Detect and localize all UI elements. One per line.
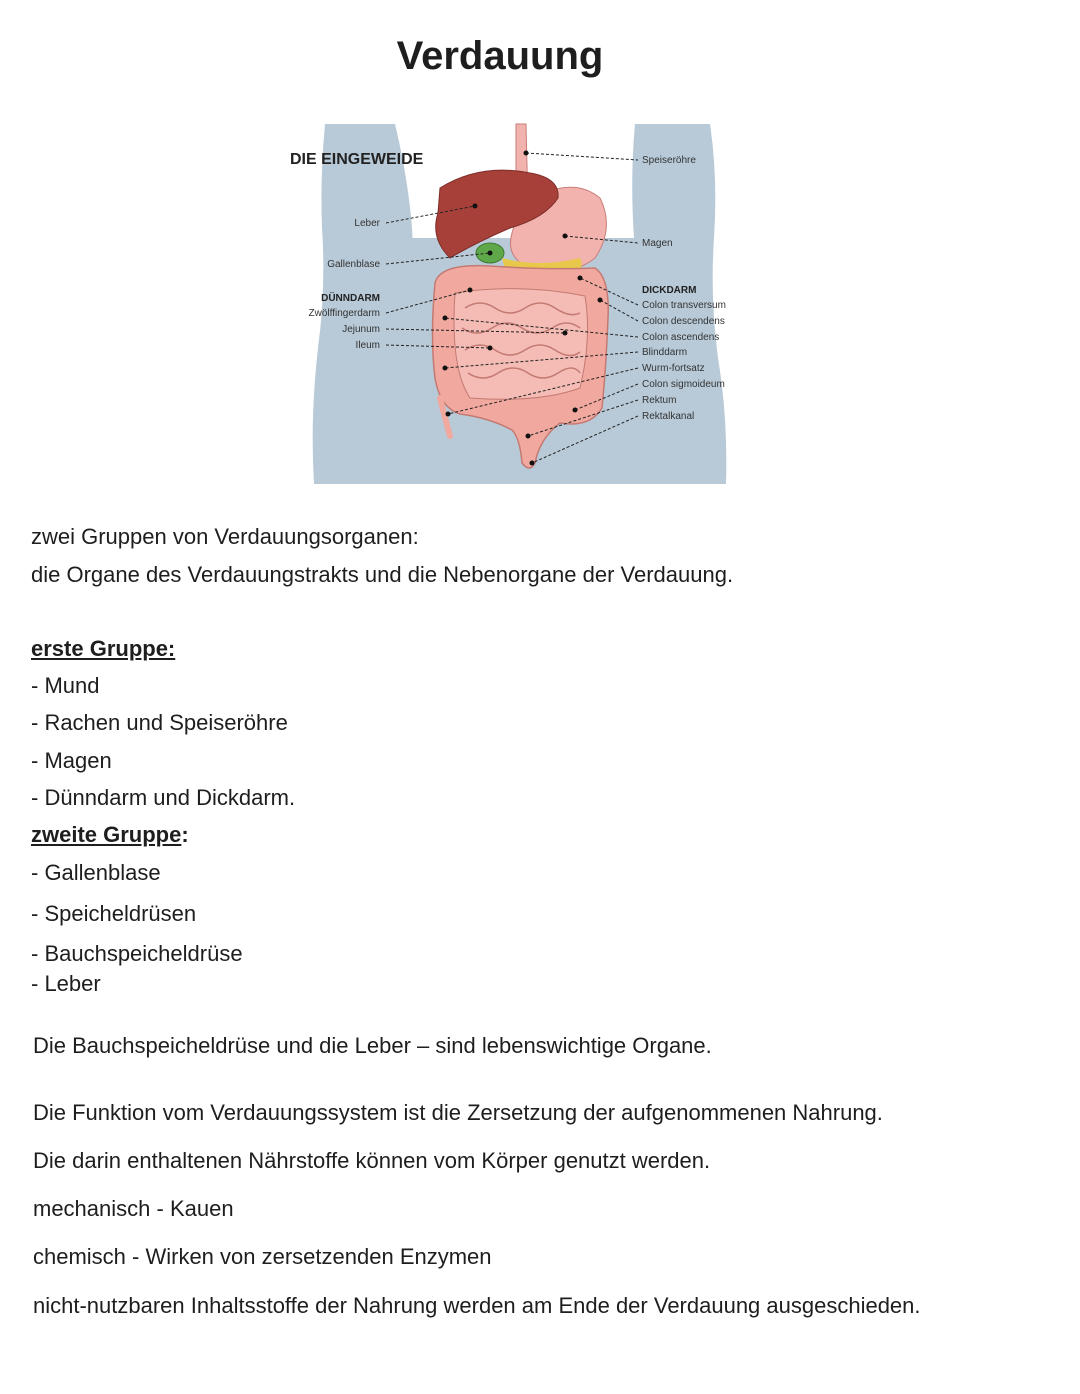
note-chemical: chemisch - Wirken von zersetzenden Enzymen — [33, 1244, 492, 1269]
note-nutrients: Die darin enthaltenen Nährstoffe können vom Körper genutzt werden. — [33, 1148, 711, 1173]
intro-line-2: die Organe des Verdauungstrakts und die Nebenorgane der Verdauung. — [31, 562, 734, 587]
group1-item-magen: - Magen — [31, 748, 112, 773]
label-rektum: Rektum — [642, 395, 677, 406]
label-magen: Magen — [642, 238, 673, 249]
torso-silhouette — [313, 124, 414, 484]
digestive-system-figure — [290, 118, 740, 488]
group1-item-rachen: - Rachen und Speiseröhre — [31, 710, 288, 735]
label-colon-sigmoideum: Colon sigmoideum — [642, 379, 725, 390]
group2-heading: zweite Gruppe — [31, 822, 182, 847]
label-jejunum: Jejunum — [342, 324, 380, 335]
group2-heading-colon: : — [181, 822, 189, 847]
note-mechanical: mechanisch - Kauen — [33, 1196, 234, 1221]
label-ileum: Ileum — [355, 340, 380, 351]
group1-item-mund: - Mund — [31, 673, 100, 698]
label-colon-ascendens: Colon ascendens — [642, 332, 720, 343]
figure-heading: DIE EINGEWEIDE — [290, 151, 424, 168]
group1-heading: erste Gruppe: — [31, 636, 176, 661]
note-function: Die Funktion vom Verdauungssystem ist die Zersetzung der aufgenommenen Nahrung. — [33, 1100, 883, 1125]
label-colon-descendens: Colon descendens — [642, 316, 725, 327]
label-blinddarm: Blinddarm — [642, 347, 688, 358]
label-rektalkanal: Rektalkanal — [642, 411, 695, 422]
group2-item-bauchspeicheldruese: - Bauchspeicheldrüse — [31, 941, 243, 966]
label-gallenblase: Gallenblase — [327, 259, 380, 270]
page-title: Verdauung — [396, 34, 604, 78]
small-intestine-shape — [454, 289, 588, 400]
group2-heading-line — [31, 822, 189, 848]
group2-item-leber: - Leber — [31, 971, 101, 996]
label-colon-transversum: Colon transversum — [642, 300, 726, 311]
intro-line-1: zwei Gruppen von Verdauungsorganen: — [31, 524, 419, 549]
digestive-system-diagram — [290, 118, 740, 488]
label-duenndarm: DÜNNDARM — [321, 293, 380, 304]
group2-item-gallenblase: - Gallenblase — [31, 860, 161, 885]
group2-item-speicheldruesen: - Speicheldrüsen — [31, 901, 197, 926]
note-vital-organs: Die Bauchspeicheldrüse und die Leber – sind lebenswichtige Organe. — [33, 1033, 712, 1058]
label-speiseroehre: Speiseröhre — [642, 155, 696, 166]
note-excretion: nicht-nutzbaren Inhaltsstoffe der Nahrung werden am Ende der Verdauung ausgeschieden. — [33, 1293, 921, 1318]
label-leber: Leber — [354, 218, 380, 229]
label-zwoelffingerdarm: Zwölffingerdarm — [308, 308, 380, 319]
label-wurmfortsatz: Wurm-fortsatz — [642, 363, 705, 374]
label-dickdarm: DICKDARM — [642, 285, 697, 296]
group1-item-darm: - Dünndarm und Dickdarm. — [31, 785, 296, 810]
